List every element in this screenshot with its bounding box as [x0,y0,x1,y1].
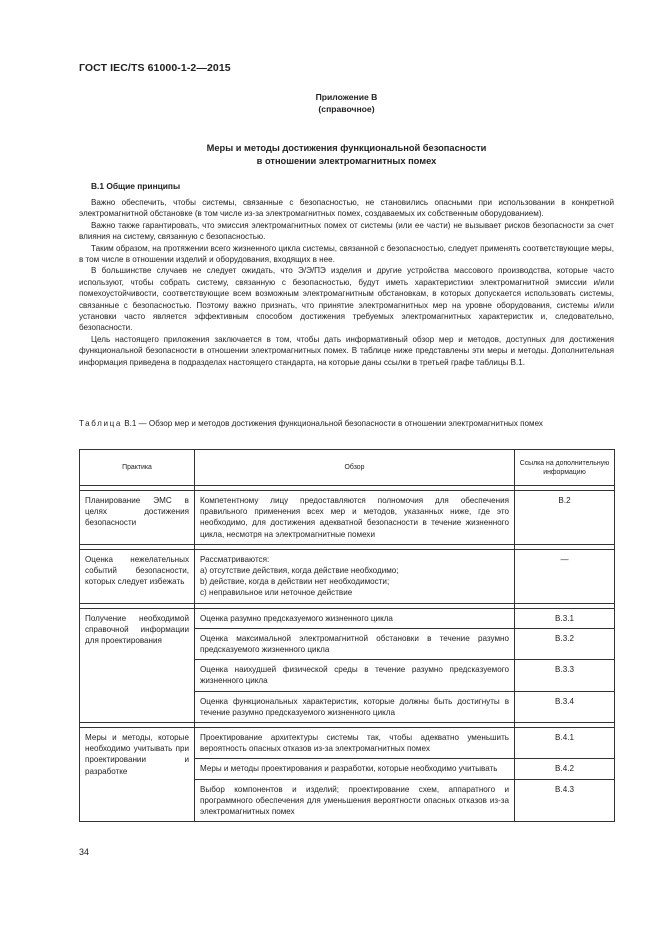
reference-cell: В.2 [515,491,615,545]
section-heading: В.1 Общие принципы [91,181,181,191]
table-caption-prefix: Таблица [79,419,122,428]
overview-cell: Выбор компонентов и изделий; проектирование схем, аппаратного и программного обеспечения для уменьшения вероятности опасных отказов из-за электромагнитных помех [195,779,515,822]
overview-cell: Оценка разумно предсказуемого жизненного цикла [195,608,515,628]
header-overview: Обзор [195,450,515,486]
reference-cell: В.3.4 [515,691,615,722]
paragraph: Важно также гарантировать, что эмиссия электромагнитных помех от системы (или ее части) не вызывает рисков безопасности за счет влияния на систему, связанную с безопасностью. [79,220,614,242]
paragraph: Важно обеспечить, чтобы системы, связанные с безопасностью, не становились опасными при использовании в конкретной электромагнитной обстановке (в том числе из-за электромагнитных помех, создаваемых их собственным оборудованием). [79,198,614,219]
practice-cell: Оценка нежелательных событий безопасности, которых следует избежать [80,549,195,603]
table-row [80,549,615,603]
header-reference: Ссылка на дополнительную информацию [515,450,615,486]
overview-cell: Оценка функциональных характеристик, которые должны быть достигнуты в течение разумно предсказуемого жизненного цикла [195,691,515,722]
table-row [80,608,615,628]
overview-line: а) отсутствие действия, когда действие необходимо; [200,566,399,576]
reference-cell: В.4.2 [515,759,615,779]
title-line-2: в отношении электромагнитных помех [256,156,437,166]
appendix-heading [79,91,614,115]
reference-cell: — [515,549,615,603]
reference-cell: В.3.2 [515,628,615,659]
overview-cell: Оценка наихудшей физической среды в течение разумно предсказуемого жизненного цикла [195,660,515,691]
overview-line: b) действие, когда в действии нет необходимости; [200,577,390,587]
reference-cell: В.3.3 [515,660,615,691]
table-row [80,491,615,545]
title-line-1: Меры и методы достижения функциональной безопасности [206,143,487,153]
paragraph: Таким образом, на протяжении всего жизненного цикла системы, связанной с безопасностью, следует применять соответствующие меры, в том числе в отношении изделий и оборудования, входящих в нее. [79,243,614,265]
document-code: ГОСТ IEC/TS 61000-1-2—2015 [79,62,231,74]
reference-cell: В.4.1 [515,728,615,759]
overview-line: с) неправильное или неточное действие [200,588,353,598]
practice-cell: Меры и методы, которые необходимо учитывать при проектировании и разработке [80,728,195,822]
table-header-row [80,450,615,486]
table-caption [79,418,614,429]
practice-cell: Планирование ЭМС в целях достижения безопасности [80,491,195,545]
overview-table [79,449,615,822]
overview-cell: Оценка максимальной электромагнитной обстановки в течение разумно предсказуемого жизненного цикла [195,628,515,659]
table-row [80,728,615,759]
overview-cell: Меры и методы проектирования и разработки, которые необходимо учитывать [195,759,515,779]
overview-cell: Проектирование архитектуры системы так, чтобы адекватно уменьшить вероятность опасных отказов из-за электромагнитных помех [195,728,515,759]
appendix-kind: (справочное) [318,104,375,114]
paragraph: Цель настоящего приложения заключается в том, чтобы дать информативный обзор мер и методов, доступных для достижения функциональной безопасности в отношении электромагнитных помех. В таблице ниже представлены эти меры и методы. Дополнительная информация приведена в подразделах настоящего стандарта, на которые даны ссылки в третьей графе таблицы В.1. [79,334,614,367]
appendix-title [79,142,614,168]
overview-line: Рассматриваются: [200,554,270,564]
body-text [79,197,614,368]
overview-cell: Компетентному лицу предоставляются полномочия для обеспечения правильного применения всех мер и методов, указанных ниже, где это необходимо, для достижения адекватной безопасности в течение жизненного цикла, несмотря на электромагнитные помехи [195,491,515,545]
page-number: 34 [79,847,90,857]
reference-cell: В.3.1 [515,608,615,628]
practice-cell: Получение необходимой справочной информации для проектирования [80,608,195,722]
appendix-label: Приложение В [315,92,378,102]
reference-cell: В.4.3 [515,779,615,822]
table-caption-text: В.1 — Обзор мер и методов достижения функциональной безопасности в отношении электромагнитных помех [124,419,543,428]
paragraph: В большинстве случаев не следует ожидать, что Э/Э/ПЭ изделия и другие устройства массового производства, которые часто используют, чтобы собрать систему, связанную с безопасностью, будут иметь характеристики электромагнитной эмиссии и/или помехоустойчивости, соответствующие всем возможным электромагнитным обстановкам, в которых допускается использовать системы, связанные с безопасностью. Поэтому важно признать, что принятие электромагнитных мер на уровне оборудования, системы и/или установки часто является эффективным способом достижения требуемых электромагнитных характеристик и, следовательно, безопасности. [79,266,614,333]
header-practice: Практика [80,450,195,486]
overview-cell [195,549,515,603]
